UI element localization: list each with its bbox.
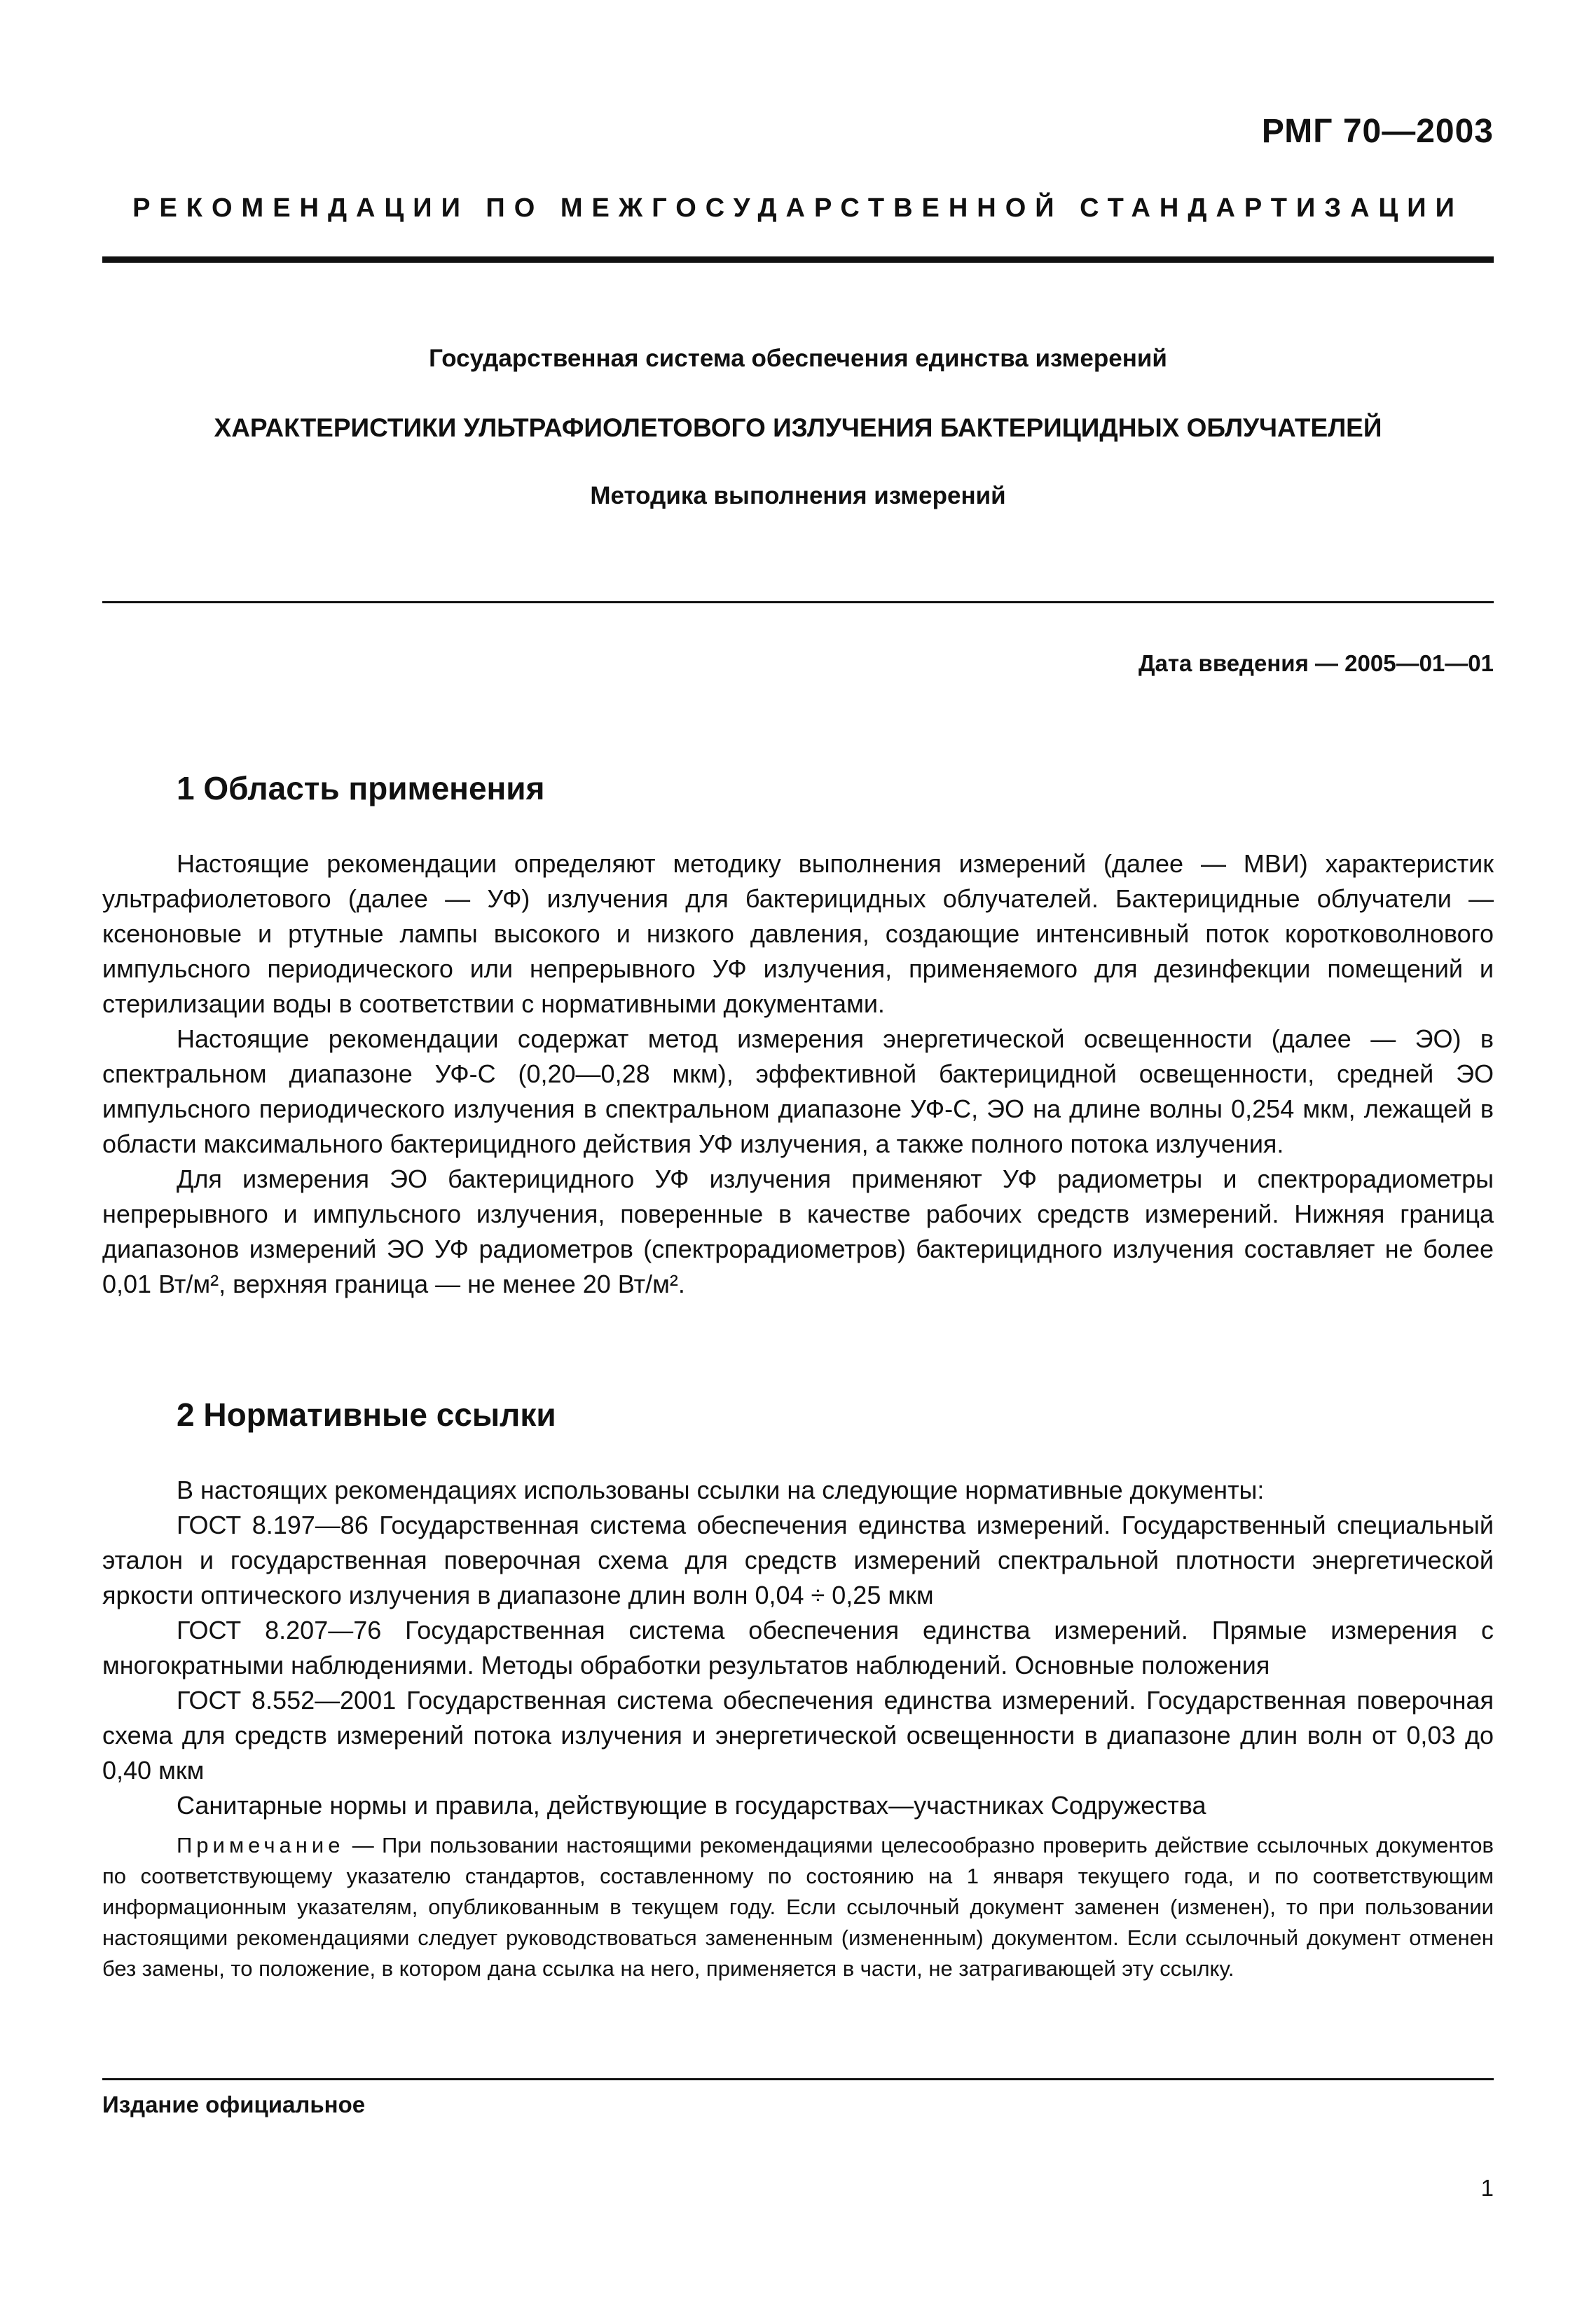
note-paragraph [102, 1830, 1494, 1984]
footer-rule [102, 2078, 1494, 2080]
section-1-body [102, 846, 1494, 1302]
paragraph: Для измерения ЭО бактерицидного УФ излучения применяют УФ радиометры и спектрорадиометры непрерывного и импульсного излучения, поверенные в качестве рабочих средств измерений. Нижняя граница диапазонов измерений ЭО УФ радиометров (спектрорадиометров) бактерицидного излучения составляет не более 0,01 Вт/м², верхняя граница — не менее 20 Вт/м². [102, 1165, 1494, 1298]
section-1-heading: 1 Область применения [177, 770, 545, 806]
paragraph: В настоящих рекомендациях использованы ссылки на следующие нормативные документы: [177, 1476, 1265, 1504]
paragraph: Настоящие рекомендации определяют методику выполнения измерений (далее — МВИ) характеристик ультрафиолетового (далее — УФ) излучения для бактерицидных облучателей. Бактерицидные облучатели — ксеноновые и ртутные лампы высокого и низкого давления, создающие интенсивный поток коротковолнового импульсного периодического или непрерывного УФ излучения, применяемого для дезинфекции помещений и стерилизации воды в соответствии с нормативными документами. [102, 849, 1494, 1018]
subtitle: Методика выполнения измерений [590, 482, 1006, 509]
system-title: Государственная система обеспечения единства измерений [429, 345, 1167, 372]
reference-item: ГОСТ 8.207—76 Государственная система обеспечения единства измерений. Прямые измерения с многократными наблюдениями. Методы обработки результатов наблюдений. Основные положения [102, 1616, 1494, 1679]
document-code: РМГ 70—2003 [1261, 113, 1494, 150]
reference-item: ГОСТ 8.552—2001 Государственная система обеспечения единства измерений. Государственная поверочная схема для средств измерений потока излучения и энергетической освещенности в диапазоне длин волн от 0,03 до 0,40 мкм [102, 1686, 1494, 1785]
section-2-heading: 2 Нормативные ссылки [177, 1396, 556, 1433]
note-text: — При пользовании настоящими рекомендациями целесообразно проверить действие ссылочных документов по соответствующему указателю стандартов, составленному по состоянию на 1 января текущего года, и по соответствующим информационным указателям, опубликованным в текущем году. Если ссылочный документ заменен (изменен), то при пользовании настоящими рекомендациями следует руководствоваться замененным (измененным) документом. Если ссылочный документ отменен без замены, то положение, в котором дана ссылка на него, применяется в части, не затрагивающей эту ссылку. [102, 1833, 1494, 1981]
date-of-introduction: Дата введения — 2005—01—01 [1138, 650, 1494, 676]
paragraph: Настоящие рекомендации содержат метод измерения энергетической освещенности (далее — ЭО) в спектральном диапазоне УФ-С (0,20—0,28 мкм), эффективной бактерицидной освещенности, средней ЭО импульсного периодического излучения в спектральном диапазоне УФ-С, ЭО на длине волны 0,254 мкм, лежащей в области максимального бактерицидного действия УФ излучения, а также полного потока излучения. [102, 1024, 1494, 1158]
header-rule [102, 256, 1494, 263]
note-label: Примечание [177, 1833, 345, 1857]
title-rule [102, 601, 1494, 603]
page-number: 1 [1480, 2175, 1494, 2201]
section-2-body [102, 1473, 1494, 1823]
document-page [102, 0, 1494, 2315]
reference-item: ГОСТ 8.197—86 Государственная система обеспечения единства измерений. Государственный специальный эталон и государственная поверочная схема для средств измерений спектральной плотности энергетической яркости оптического излучения в диапазоне длин волн 0,04 ÷ 0,25 мкм [102, 1511, 1494, 1609]
main-title: ХАРАКТЕРИСТИКИ УЛЬТРАФИОЛЕТОВОГО ИЗЛУЧЕНИЯ БАКТЕРИЦИДНЫХ ОБЛУЧАТЕЛЕЙ [214, 413, 1382, 442]
official-edition-label: Издание официальное [102, 2091, 366, 2117]
note [102, 1830, 1494, 1984]
reference-item: Санитарные нормы и правила, действующие в государствах—участниках Содружества [177, 1791, 1206, 1820]
series-title: РЕКОМЕНДАЦИИ ПО МЕЖГОСУДАРСТВЕННОЙ СТАНДАРТИЗАЦИИ [132, 193, 1464, 223]
